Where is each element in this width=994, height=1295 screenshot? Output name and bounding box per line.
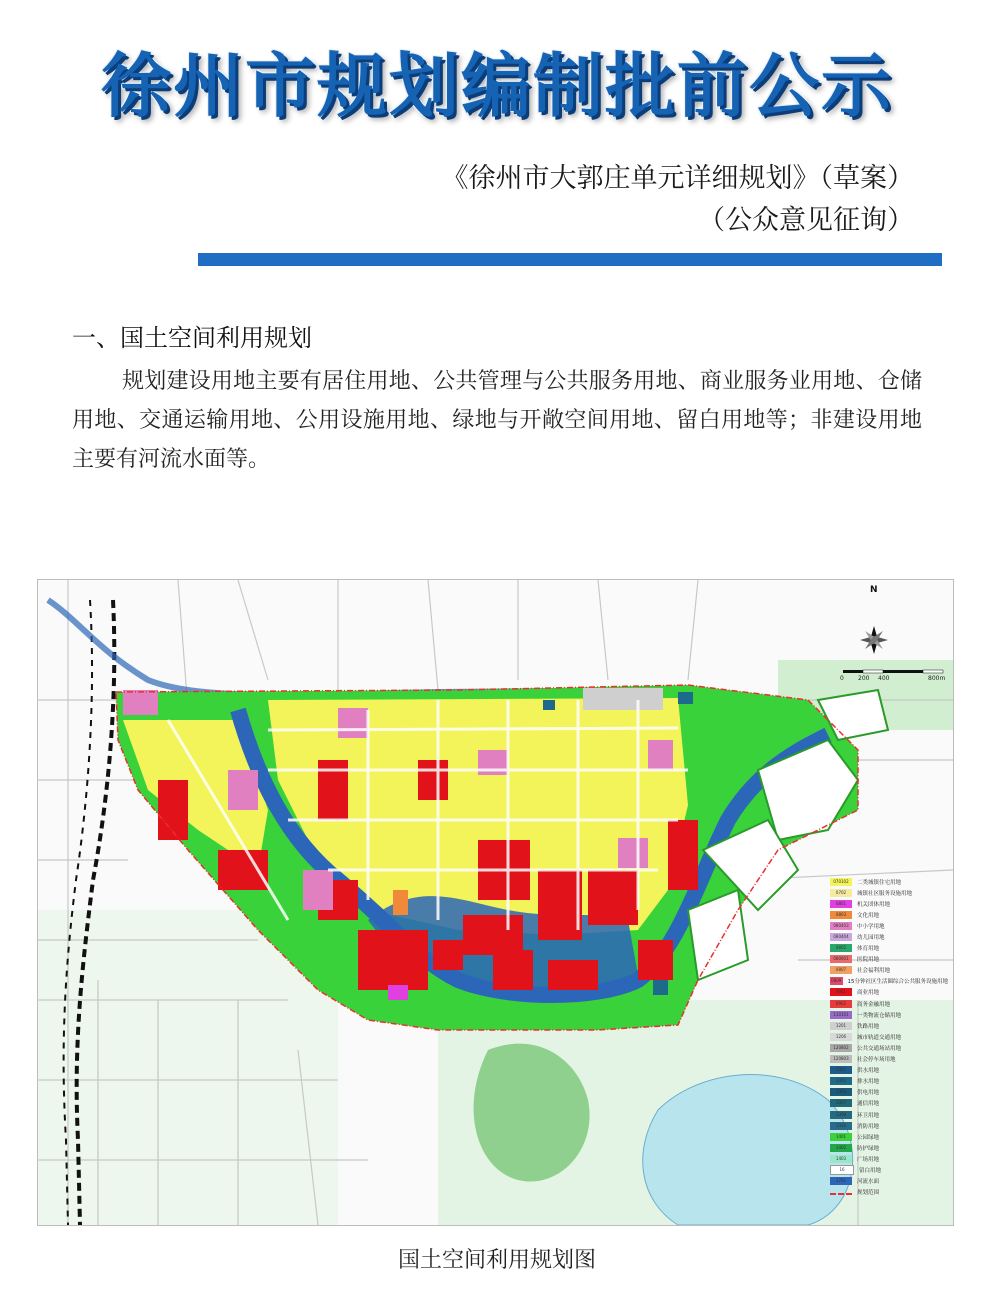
legend-label: 供电用地 bbox=[857, 1090, 880, 1097]
legend-label: 文化用地 bbox=[857, 912, 880, 919]
scale-label: 200 bbox=[858, 675, 870, 682]
legend-item bbox=[830, 898, 948, 909]
map-drawing bbox=[38, 580, 953, 1225]
legend-swatch: 070102 bbox=[830, 878, 852, 886]
legend-item bbox=[830, 931, 948, 942]
legend-item bbox=[830, 1109, 948, 1120]
legend-item bbox=[830, 1131, 948, 1142]
legend-swatch: 0803 bbox=[830, 911, 852, 919]
legend-item bbox=[830, 987, 948, 998]
land-use-map bbox=[37, 579, 954, 1226]
legend-item bbox=[830, 976, 948, 987]
legend-swatch: 1201 bbox=[830, 1022, 852, 1030]
legend-item bbox=[830, 1031, 948, 1042]
legend-swatch: 1310 bbox=[830, 1122, 852, 1130]
subtitle-line-2: （公众意见征询） bbox=[698, 205, 914, 236]
legend-label: 广场用地 bbox=[857, 1156, 880, 1163]
legend-label: 医院用地 bbox=[857, 957, 880, 964]
legend-label: 中小学用地 bbox=[857, 923, 885, 930]
map-legend bbox=[830, 876, 948, 1198]
legend-label: 供水用地 bbox=[857, 1068, 880, 1075]
legend-swatch: 120803 bbox=[830, 1055, 852, 1063]
legend-swatch: 0809 bbox=[831, 978, 842, 984]
scale-label: 0 bbox=[840, 675, 844, 682]
legend-item bbox=[830, 1153, 948, 1164]
legend-swatch: 120802 bbox=[830, 1044, 852, 1052]
divider-bar bbox=[198, 253, 942, 266]
legend-label: 公共交通场站用地 bbox=[857, 1045, 902, 1052]
legend-label: 幼儿园用地 bbox=[857, 935, 885, 942]
legend-swatch: 110101 bbox=[830, 1011, 852, 1019]
map-caption: 国土空间利用规划图 bbox=[397, 1248, 596, 1273]
legend-item bbox=[830, 1187, 948, 1198]
legend-swatch: 16 bbox=[830, 1165, 854, 1175]
legend-label: 商务金融用地 bbox=[857, 1001, 891, 1008]
legend-item bbox=[830, 1076, 948, 1087]
legend-swatch: 1303 bbox=[830, 1088, 852, 1096]
legend-label: 环卫用地 bbox=[857, 1112, 880, 1119]
legend-label: 留白用地 bbox=[859, 1167, 882, 1174]
legend-swatch: 080404 bbox=[830, 933, 852, 941]
document-subtitle bbox=[442, 158, 915, 242]
scale-label: 800m bbox=[928, 675, 946, 682]
legend-swatch: 1403 bbox=[830, 1155, 852, 1163]
legend-label: 城镇社区服务设施用地 bbox=[857, 890, 913, 897]
legend-item bbox=[830, 1142, 948, 1153]
legend-label: 消防用地 bbox=[857, 1123, 880, 1130]
legend-swatch: 080403 bbox=[830, 922, 852, 930]
legend-swatch: 0805 bbox=[830, 944, 852, 952]
legend-swatch: 1402 bbox=[830, 1144, 852, 1152]
legend-swatch: 1701 bbox=[830, 1177, 852, 1185]
legend-item bbox=[830, 1009, 948, 1020]
legend-label: 通信用地 bbox=[857, 1101, 880, 1108]
legend-label: 社会停车场用地 bbox=[857, 1057, 896, 1064]
section-heading: 一、国土空间利用规划 bbox=[72, 324, 312, 352]
legend-item bbox=[830, 1176, 948, 1187]
legend-swatch: 0901 bbox=[830, 988, 852, 996]
legend-item bbox=[830, 876, 948, 887]
legend-swatch: 0801 bbox=[830, 900, 852, 908]
legend-swatch bbox=[830, 1189, 852, 1195]
legend-item bbox=[830, 909, 948, 920]
legend-item bbox=[830, 1042, 948, 1053]
legend-item bbox=[830, 920, 948, 931]
legend-item bbox=[830, 943, 948, 954]
legend-swatch: 1301 bbox=[830, 1066, 852, 1074]
legend-swatch: 1206 bbox=[830, 1033, 852, 1041]
legend-item bbox=[830, 1098, 948, 1109]
legend-label: 河流水面 bbox=[857, 1179, 880, 1186]
legend-swatch: 1307 bbox=[830, 1099, 852, 1107]
legend-swatch: 1401 bbox=[830, 1133, 852, 1141]
scale-label: 400 bbox=[878, 675, 890, 682]
legend-swatch: 0807 bbox=[830, 966, 852, 974]
legend-swatch: 1302 bbox=[830, 1077, 852, 1085]
legend-item bbox=[830, 1164, 948, 1175]
legend-item bbox=[830, 998, 948, 1009]
subtitle-line-1: 《徐州市大郭庄单元详细规划》（草案） bbox=[441, 163, 914, 194]
legend-label: 规划范围 bbox=[857, 1190, 880, 1197]
legend-label: 公园绿地 bbox=[857, 1134, 880, 1141]
legend-item bbox=[830, 1120, 948, 1131]
scale-bar-labels bbox=[840, 675, 948, 685]
legend-label: 一类物流仓储用地 bbox=[857, 1012, 902, 1019]
legend-label: 机关团体用地 bbox=[857, 901, 891, 908]
legend-item bbox=[830, 965, 948, 976]
legend-swatch: 1309 bbox=[830, 1111, 852, 1119]
legend-item bbox=[830, 1020, 948, 1031]
legend-swatch: 0902 bbox=[830, 1000, 852, 1008]
north-label: N bbox=[870, 585, 878, 595]
legend-item bbox=[830, 1054, 948, 1065]
legend-label: 城市轨道交通用地 bbox=[857, 1034, 902, 1041]
legend-label: 体育用地 bbox=[857, 946, 880, 953]
page-title: 徐州市规划编制批前公示 bbox=[101, 45, 893, 127]
legend-label: 二类城镇住宅用地 bbox=[857, 879, 902, 886]
legend-label: 15分钟社区生活圈综合公共服务设施用地 bbox=[847, 979, 948, 986]
legend-label: 社会福利用地 bbox=[857, 968, 891, 975]
legend-item bbox=[830, 1065, 948, 1076]
legend-label: 排水用地 bbox=[857, 1079, 880, 1086]
legend-item bbox=[830, 887, 948, 898]
legend-label: 防护绿地 bbox=[857, 1145, 880, 1152]
legend-label: 商业用地 bbox=[857, 990, 880, 997]
legend-label: 铁路用地 bbox=[857, 1023, 880, 1030]
legend-swatch: 0702 bbox=[830, 889, 852, 897]
legend-item bbox=[830, 954, 948, 965]
section-body: 规划建设用地主要有居住用地、公共管理与公共服务用地、商业服务业用地、仓储用地、交通运输用地、公用设施用地、绿地与开敞空间用地、留白用地等；非建设用地主要有河流水面等。 bbox=[72, 369, 922, 472]
legend-swatch: 080601 bbox=[830, 955, 852, 963]
legend-item bbox=[830, 1087, 948, 1098]
